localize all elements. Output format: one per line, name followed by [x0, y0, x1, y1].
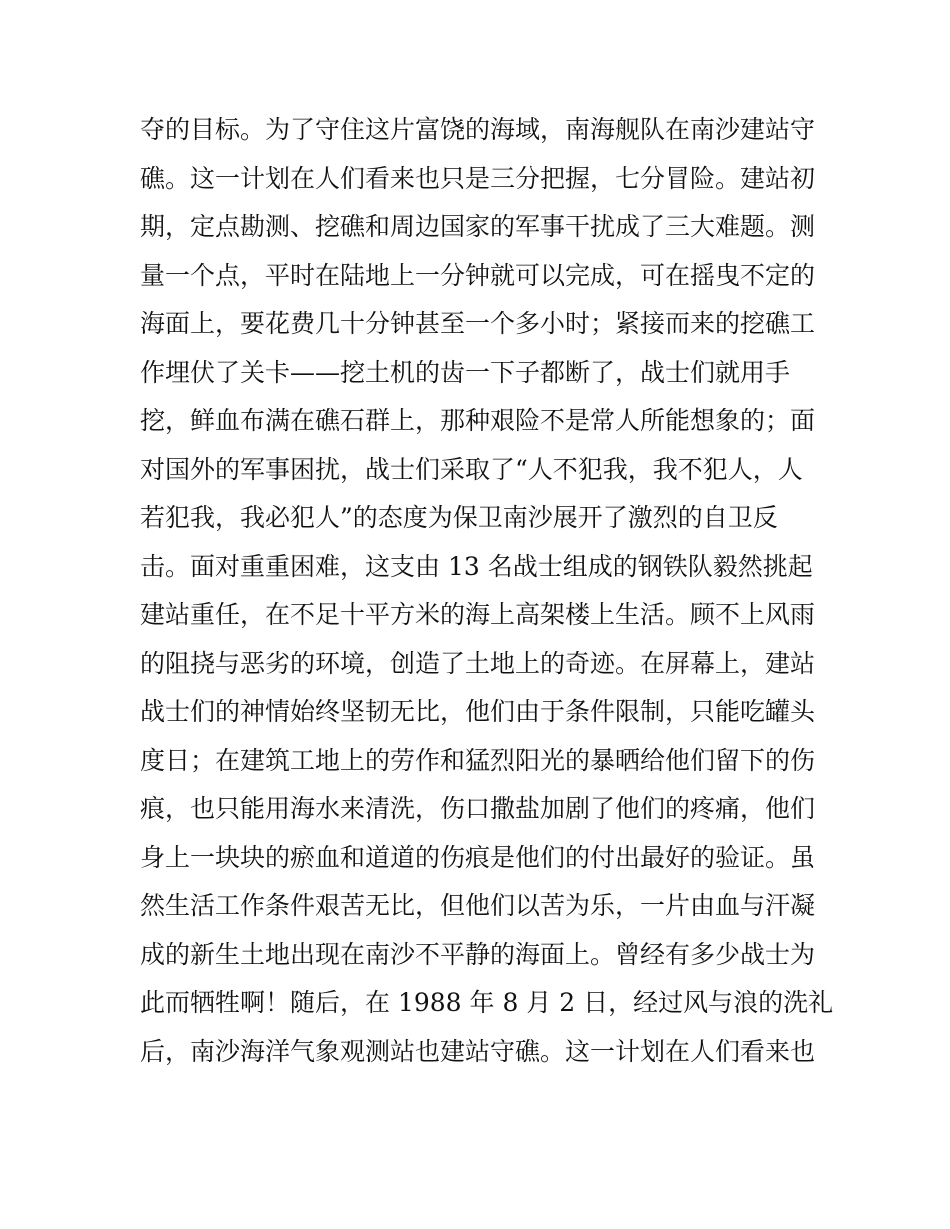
- text-line: 此而牺牲啊！随后，在 1988 年 8 月 2 日，经过风与浪的洗礼: [140, 988, 834, 1017]
- text-line: 成的新生土地出现在南沙不平静的海面上。曾经有多少战士为: [140, 939, 816, 969]
- text-line: 然生活工作条件艰苦无比，但他们以苦为乐，一片由血与汗凝: [140, 891, 816, 920]
- text-line: 战士们的神情始终坚韧无比，他们由于条件限制，只能吃罐头: [140, 697, 816, 726]
- text-line: 若犯我，我必犯人”的态度为保卫南沙展开了激烈的自卫反: [140, 503, 778, 532]
- text-line: 后，南沙海洋气象观测站也建站守礁。这一计划在人们看来也: [140, 1036, 816, 1066]
- text-line: 度日；在建筑工地上的劳作和猛烈阳光的暴晒给他们留下的伤: [140, 745, 816, 775]
- text-line: 建站重任，在不足十平方米的海上高架楼上生活。顾不上风雨: [140, 600, 816, 629]
- text-line: 作埋伏了关卡——挖土机的齿一下子都断了，战士们就用手: [140, 357, 791, 387]
- text-line: 挖，鲜血布满在礁石群上，那种艰险不是常人所能想象的；面: [140, 406, 816, 435]
- text-line: 对国外的军事困扰，战士们采取了“人不犯我，我不犯人，人: [140, 454, 803, 484]
- text-line: 量一个点，平时在陆地上一分钟就可以完成，可在摇曳不定的: [140, 260, 816, 290]
- text-line: 海面上，要花费几十分钟甚至一个多小时；紧接而来的挖礁工: [140, 309, 816, 338]
- text-line: 夺的目标。为了守住这片富饶的海域，南海舰队在南沙建站守: [140, 115, 816, 144]
- text-line: 痕，也只能用海水来清洗，伤口撒盐加剧了他们的疼痛，他们: [140, 794, 816, 823]
- text-line: 的阻挠与恶劣的环境，创造了土地上的奇迹。在屏幕上，建站: [140, 648, 816, 678]
- text-line: 期，定点勘测、挖礁和周边国家的军事干扰成了三大难题。测: [140, 212, 816, 241]
- text-line: 礁。这一计划在人们看来也只是三分把握，七分冒险。建站初: [140, 163, 816, 193]
- text-line: 身上一块块的瘀血和道道的伤痕是他们的付出最好的验证。虽: [140, 842, 816, 872]
- text-line: 击。面对重重困难，这支由 13 名战士组成的钢铁队毅然挑起: [140, 551, 813, 581]
- body-text: [140, 106, 834, 1076]
